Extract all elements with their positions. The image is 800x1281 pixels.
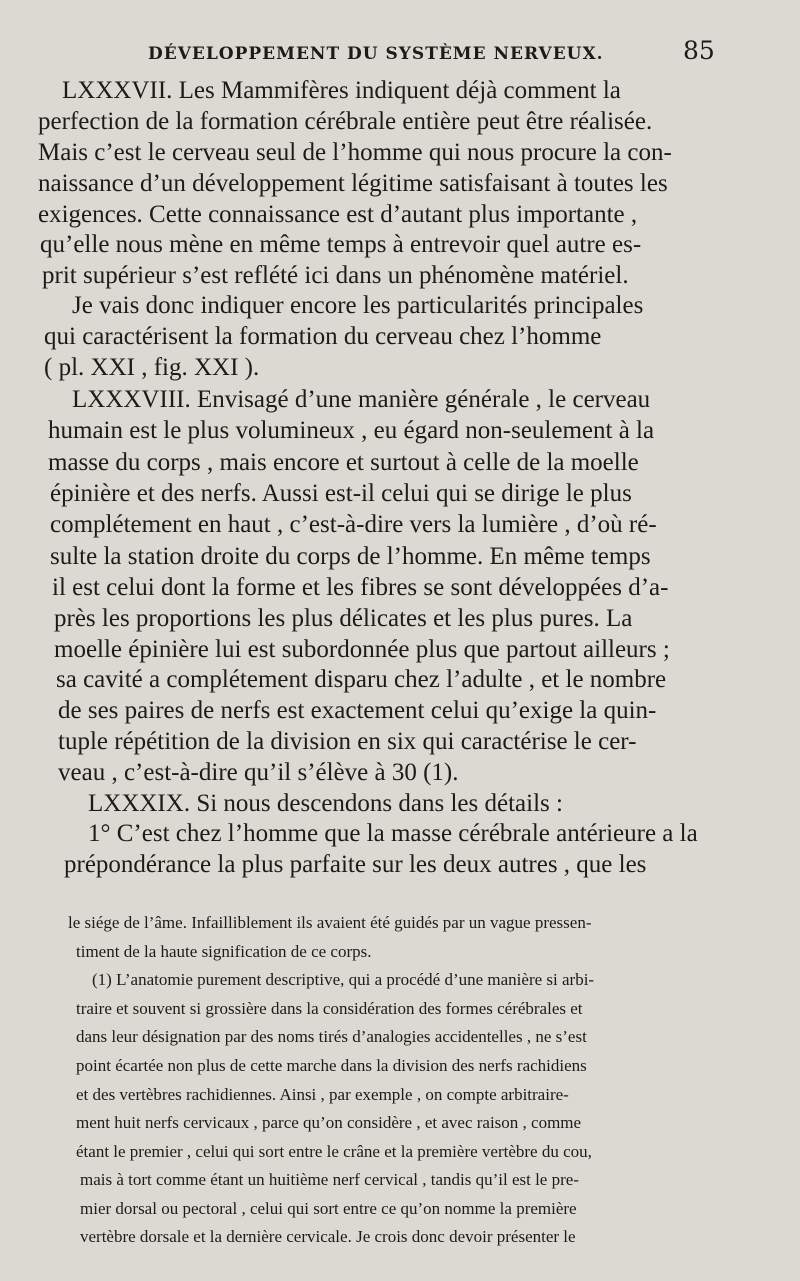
body-line: épinière et des nerfs. Aussi est-il celui qui se dirige le plus — [50, 480, 632, 507]
body-line: prit supérieur s’est reflété ici dans un phénomène matériel. — [42, 262, 629, 289]
footnote-line: mier dorsal ou pectoral , celui qui sort entre ce qu’on nomme la première — [80, 1199, 577, 1218]
body-line: exigences. Cette connaissance est d’autant plus importante , — [38, 201, 638, 228]
body-line: masse du corps , mais encore et surtout à celle de la moelle — [48, 449, 639, 476]
body-line: perfection de la formation cérébrale entière peut être réalisée. — [38, 108, 653, 135]
body-line: LXXXIX. Si nous descendons dans les détails : — [88, 790, 563, 817]
body-line: LXXXVIII. Envisagé d’une manière générale , le cerveau — [72, 386, 651, 413]
body-line: prépondérance la plus parfaite sur les deux autres , que les — [64, 851, 647, 878]
body-line: sa cavité a complétement disparu chez l’adulte , et le nombre — [56, 666, 667, 693]
footnote-line: étant le premier , celui qui sort entre le crâne et la première vertèbre du cou, — [76, 1142, 592, 1161]
body-line: qui caractérisent la formation du cerveau chez l’homme — [44, 323, 602, 350]
page-header — [0, 36, 800, 66]
footnote-line: traire et souvent si grossière dans la considération des formes cérébrales et — [76, 999, 583, 1018]
page-number: 85 — [683, 36, 715, 65]
footnote-line: ment huit nerfs cervicaux , parce qu’on considère , et avec raison , comme — [76, 1113, 582, 1132]
body-line: Je vais donc indiquer encore les particularités principales — [72, 292, 644, 319]
footnote-line: le siége de l’âme. Infailliblement ils avaient été guidés par un vague pressen- — [68, 913, 592, 932]
footnote-line: point écartée non plus de cette marche dans la division des nerfs rachidiens — [76, 1056, 587, 1075]
body-line: il est celui dont la forme et les fibres se sont développées d’a- — [52, 574, 669, 601]
footnote-line: vertèbre dorsale et la dernière cervicale. Je crois donc devoir présenter le — [80, 1227, 576, 1246]
footnote-line: (1) L’anatomie purement descriptive, qui a procédé d’une manière si arbi- — [92, 970, 595, 989]
body-line: qu’elle nous mène en même temps à entrevoir quel autre es- — [40, 231, 642, 258]
body-line: sulte la station droite du corps de l’homme. En même temps — [50, 543, 651, 570]
body-line: 1° C’est chez l’homme que la masse cérébrale antérieure a la — [88, 820, 698, 847]
running-title: DÉVELOPPEMENT DU SYSTÈME NERVEUX. — [148, 44, 604, 64]
body-line: tuple répétition de la division en six qui caractérise le cer- — [58, 728, 637, 755]
body-line: Mais c’est le cerveau seul de l’homme qui nous procure la con- — [38, 139, 672, 166]
body-line: LXXXVII. Les Mammifères indiquent déjà comment la — [62, 77, 621, 104]
footnote-line: timent de la haute signification de ce corps. — [76, 942, 372, 961]
footnote-line: et des vertèbres rachidiennes. Ainsi , par exemple , on compte arbitraire- — [76, 1085, 569, 1104]
body-line: humain est le plus volumineux , eu égard non-seulement à la — [48, 417, 655, 444]
body-line: près les proportions les plus délicates et les plus pures. La — [54, 605, 633, 632]
footnote-line: dans leur désignation par des noms tirés d’analogies accidentelles , ne s’est — [76, 1027, 587, 1046]
body-line: naissance d’un développement légitime satisfaisant à toutes les — [38, 170, 668, 197]
body-line: ( pl. XXI , fig. XXI ). — [44, 354, 260, 381]
body-line: complétement en haut , c’est-à-dire vers la lumière , d’où ré- — [50, 511, 657, 538]
body-line: veau , c’est-à-dire qu’il s’élève à 30 (1). — [58, 759, 459, 786]
body-line: de ses paires de nerfs est exactement celui qu’exige la quin- — [58, 697, 657, 724]
body-line: moelle épinière lui est subordonnée plus que partout ailleurs ; — [54, 636, 670, 663]
footnote-line: mais à tort comme étant un huitième nerf cervical , tandis qu’il est le pre- — [80, 1170, 579, 1189]
